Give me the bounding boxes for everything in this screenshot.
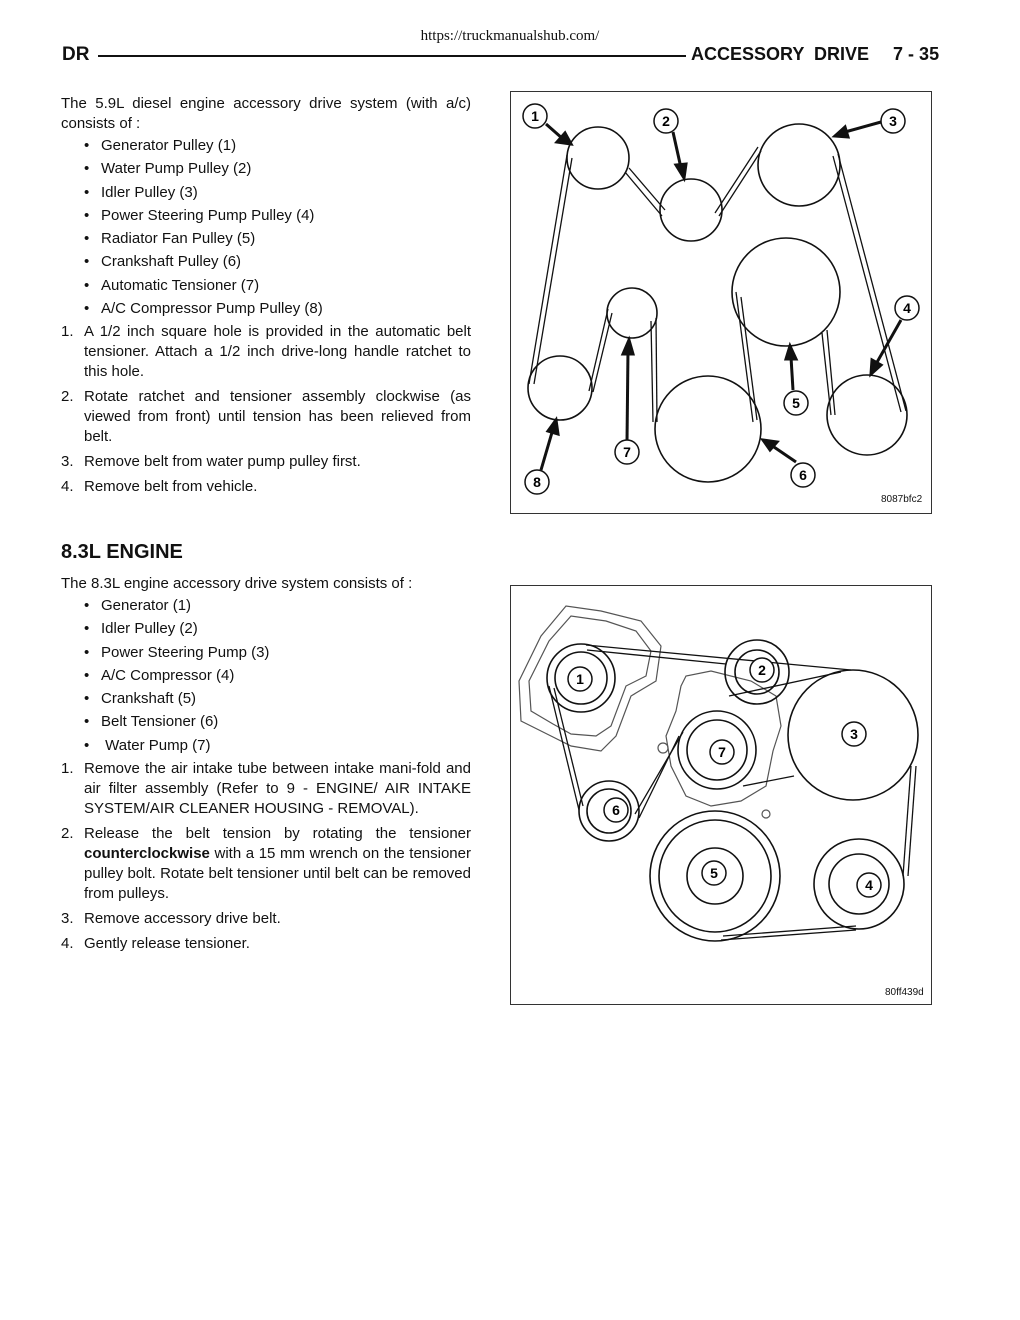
diesel-steps: [61, 322, 471, 497]
engine83-belt-svg: [511, 586, 931, 1004]
source-url[interactable]: https://truckmanualshub.com/: [420, 28, 600, 44]
section-heading-83: 8.3L ENGINE: [61, 541, 183, 563]
step-item: 2. Release the belt tension by rotating the tensioner counterclockwise with a 15 mm wrench on the tensioner pulley bolt. Rotate belt tensioner until belt can be removed from pulleys.: [61, 825, 471, 903]
diesel-belt-svg: [511, 92, 931, 513]
step-item: 3. Remove belt from water pump pulley first.: [61, 453, 361, 471]
section-code: DR: [62, 44, 90, 65]
diesel-component-list: [61, 136, 471, 319]
list-item: • A/C Compressor (4): [84, 666, 235, 684]
pulley-5: [732, 238, 840, 346]
figure-id-1: 8087bfc2: [881, 494, 923, 505]
callout-4: 4: [903, 300, 911, 316]
callout-5: 5: [710, 865, 718, 881]
list-item: • Generator Pulley (1): [84, 137, 237, 154]
list-item: • Crankshaft (5): [84, 690, 197, 708]
pulley-3: [758, 124, 840, 206]
callout-4: 4: [865, 877, 873, 893]
callout-3: 3: [850, 726, 858, 742]
pulley-7: [607, 288, 657, 338]
diesel-intro: The 5.9L diesel engine accessory drive system (with a/c) consists of :: [61, 95, 471, 132]
list-item: • Power Steering Pump Pulley (4): [84, 206, 315, 224]
engine83-belt-diagram: [510, 585, 932, 1005]
step-item: 2. Rotate ratchet and tensioner assembly clockwise (as viewed from front) until tension has been relieved from belt.: [61, 388, 471, 446]
list-item: • A/C Compressor Pump Pulley (8): [84, 300, 323, 318]
callout-1: 1: [576, 671, 584, 687]
list-item: • Water Pump (7): [84, 736, 211, 754]
engine83-component-list: [61, 596, 471, 756]
callout-3: 3: [889, 113, 897, 129]
emphasis-counterclockwise: counterclockwise: [84, 845, 210, 863]
list-item: • Crankshaft Pulley (6): [84, 253, 242, 271]
callout-1: 1: [531, 108, 539, 124]
running-header: [691, 44, 939, 65]
list-item: • Idler Pulley (2): [84, 620, 198, 638]
step-item: 4. Gently release tensioner.: [61, 935, 250, 953]
step-item: 1. A 1/2 inch square hole is provided in the automatic belt tensioner. Attach a 1/2 inch drive-long handle ratchet to this hole.: [61, 323, 471, 381]
callout-2: 2: [758, 662, 766, 678]
callout-6: 6: [612, 802, 620, 818]
figure-id-2: 80ff439d: [885, 987, 924, 998]
header-rule: [98, 55, 686, 57]
page-number: 7 - 35: [893, 44, 940, 64]
step-item: 3. Remove accessory drive belt.: [61, 910, 281, 928]
step-item: 1. Remove the air intake tube between intake mani-fold and air filter assembly (Refer to 9 - ENGINE/ AIR INTAKE SYSTEM/AIR CLEANER HOUSING - REMOVAL).: [61, 760, 471, 818]
step-item: 4. Remove belt from vehicle.: [61, 478, 258, 496]
diesel-section: [61, 94, 471, 502]
list-item: • Automatic Tensioner (7): [84, 276, 260, 294]
callout-7: 7: [718, 744, 726, 760]
pulley-6: [655, 376, 761, 482]
callout-6: 6: [799, 467, 807, 483]
callout-7: 7: [623, 444, 631, 460]
list-item: • Radiator Fan Pulley (5): [84, 230, 256, 248]
list-item: • Generator (1): [84, 597, 192, 614]
pulley-1: [567, 127, 629, 189]
diesel-belt-diagram: [510, 91, 932, 514]
callout-8: 8: [533, 474, 541, 490]
callout-5: 5: [792, 395, 800, 411]
chapter-title: ACCESSORY DRIVE: [691, 44, 870, 64]
list-item: • Idler Pulley (3): [84, 183, 198, 201]
list-item: • Water Pump Pulley (2): [84, 160, 252, 178]
engine83-steps: [61, 759, 471, 954]
list-item: • Power Steering Pump (3): [84, 643, 270, 661]
engine83-intro: The 8.3L engine accessory drive system consists of :: [61, 575, 413, 592]
pulley-2: [660, 179, 722, 241]
callout-2: 2: [662, 113, 670, 129]
engine83-section: [61, 574, 471, 959]
list-item: • Belt Tensioner (6): [84, 713, 219, 731]
